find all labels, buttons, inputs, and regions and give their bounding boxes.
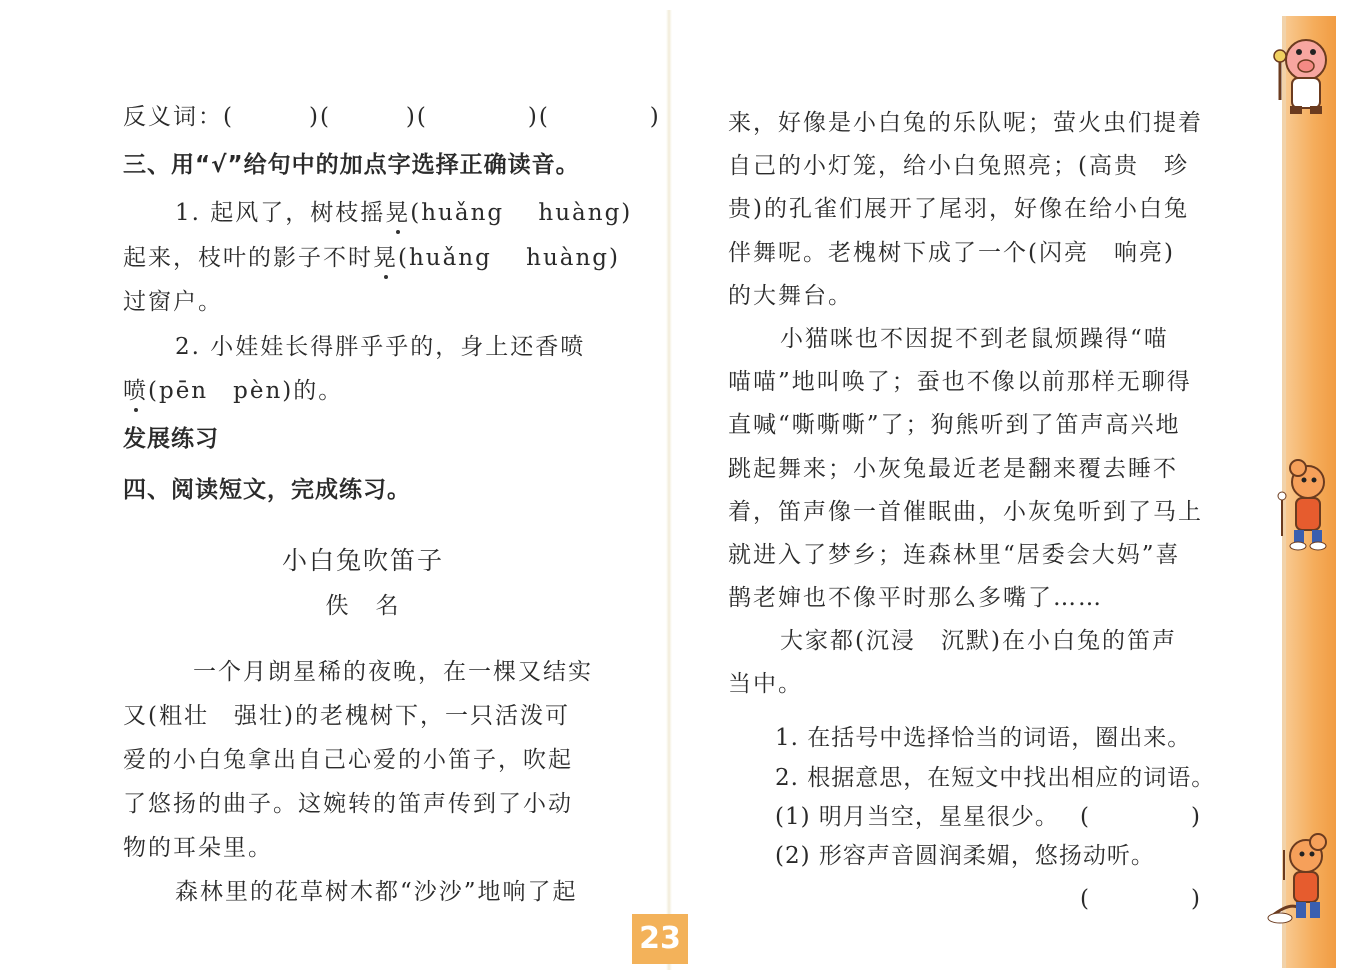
para3-line: 直喊“嘶嘶嘶”了；狗熊听到了笛声高兴地 <box>728 412 1181 438</box>
exercise-q2-2: (2) 形容声音圆润柔媚，悠扬动听。 <box>775 843 1155 869</box>
exercise-q2-1: (1) 明月当空，星星很少。 <box>775 804 1059 830</box>
para3-line: 鹊老婶也不像平时那么多嘴了…… <box>728 585 1103 611</box>
exercise-q1: 1. 在括号中选择恰当的词语，圈出来。 <box>775 725 1192 751</box>
dotted-char: 晃 <box>373 245 398 271</box>
para1-line: 又(粗壮 强壮)的老槐树下，一只活泼可 <box>123 703 570 729</box>
exercise-q2: 2. 根据意思，在短文中找出相应的词语。 <box>775 765 1216 791</box>
passage-title: 小白兔吹笛子 <box>281 546 444 575</box>
q3-item2-line2: 喷(pēn pèn)的。 <box>123 378 344 404</box>
para1-line: 物的耳朵里。 <box>123 835 273 861</box>
para2-line: 伴舞呢。老槐树下成了一个(闪亮 响亮) <box>728 240 1175 266</box>
para1-line: 爱的小白兔拿出自己心爱的小笛子，吹起 <box>123 747 573 773</box>
q3-item1-line1: 1. 起风了，树枝摇晃(huǎng huàng) <box>175 200 633 226</box>
question-3-title: 三、用“√”给句中的加点字选择正确读音。 <box>123 152 580 178</box>
dotted-char: 喷 <box>123 378 148 404</box>
q3-item1-line2: 起来，枝叶的影子不时晃(huǎng huàng) <box>123 245 621 271</box>
dotted-char: 晃 <box>385 200 411 226</box>
left-page <box>0 0 668 980</box>
para3-line: 着，笛声像一首催眠曲，小灰兔听到了马上 <box>728 499 1203 525</box>
para2-start: 森林里的花草树木都“沙沙”地响了起 <box>175 879 578 905</box>
para2-line: 的大舞台。 <box>728 283 853 309</box>
para3-line: 喵喵”地叫唤了；蚕也不像以前那样无聊得 <box>728 369 1192 395</box>
mouse-mascot-icon <box>1262 830 1342 930</box>
mouse-mascot-icon <box>1268 456 1340 552</box>
para4-line: 当中。 <box>728 671 803 697</box>
q3-item1-line3: 过窗户。 <box>123 289 223 315</box>
answer-blank: ( ) <box>1080 886 1202 912</box>
answer-blank: ( ) <box>1080 804 1202 830</box>
question-4-title: 四、阅读短文，完成练习。 <box>123 477 411 503</box>
para3-line: 小猫咪也不因捉不到老鼠烦躁得“喵 <box>780 326 1169 352</box>
pig-mascot-icon <box>1266 30 1342 120</box>
passage-author: 佚 名 <box>325 593 401 619</box>
para1-line: 一个月朗星稀的夜晚，在一棵又结实 <box>168 659 593 685</box>
para4-line: 大家都(沉浸 沉默)在小白兔的笛声 <box>780 628 1177 654</box>
para3-line: 就进入了梦乡；连森林里“居委会大妈”喜 <box>728 542 1181 568</box>
para2-line: 贵)的孔雀们展开了尾羽，好像在给小白兔 <box>728 196 1189 222</box>
para2-line: 自己的小灯笼，给小白兔照亮；(高贵 珍 <box>728 153 1189 179</box>
q3-item2-line1: 2. 小娃娃长得胖乎乎的，身上还香喷 <box>175 334 586 360</box>
page-number: 23 <box>632 914 688 964</box>
para3-line: 跳起舞来；小灰兔最近老是翻来覆去睡不 <box>728 456 1178 482</box>
para1-line: 了悠扬的曲子。这婉转的笛声传到了小动 <box>123 791 573 817</box>
para2-line: 来，好像是小白兔的乐队呢；萤火虫们提着 <box>728 110 1203 136</box>
antonyms-line: 反义词：( )( )( )( ) <box>123 104 661 130</box>
right-page <box>670 0 1270 980</box>
section-heading: 发展练习 <box>123 426 219 452</box>
